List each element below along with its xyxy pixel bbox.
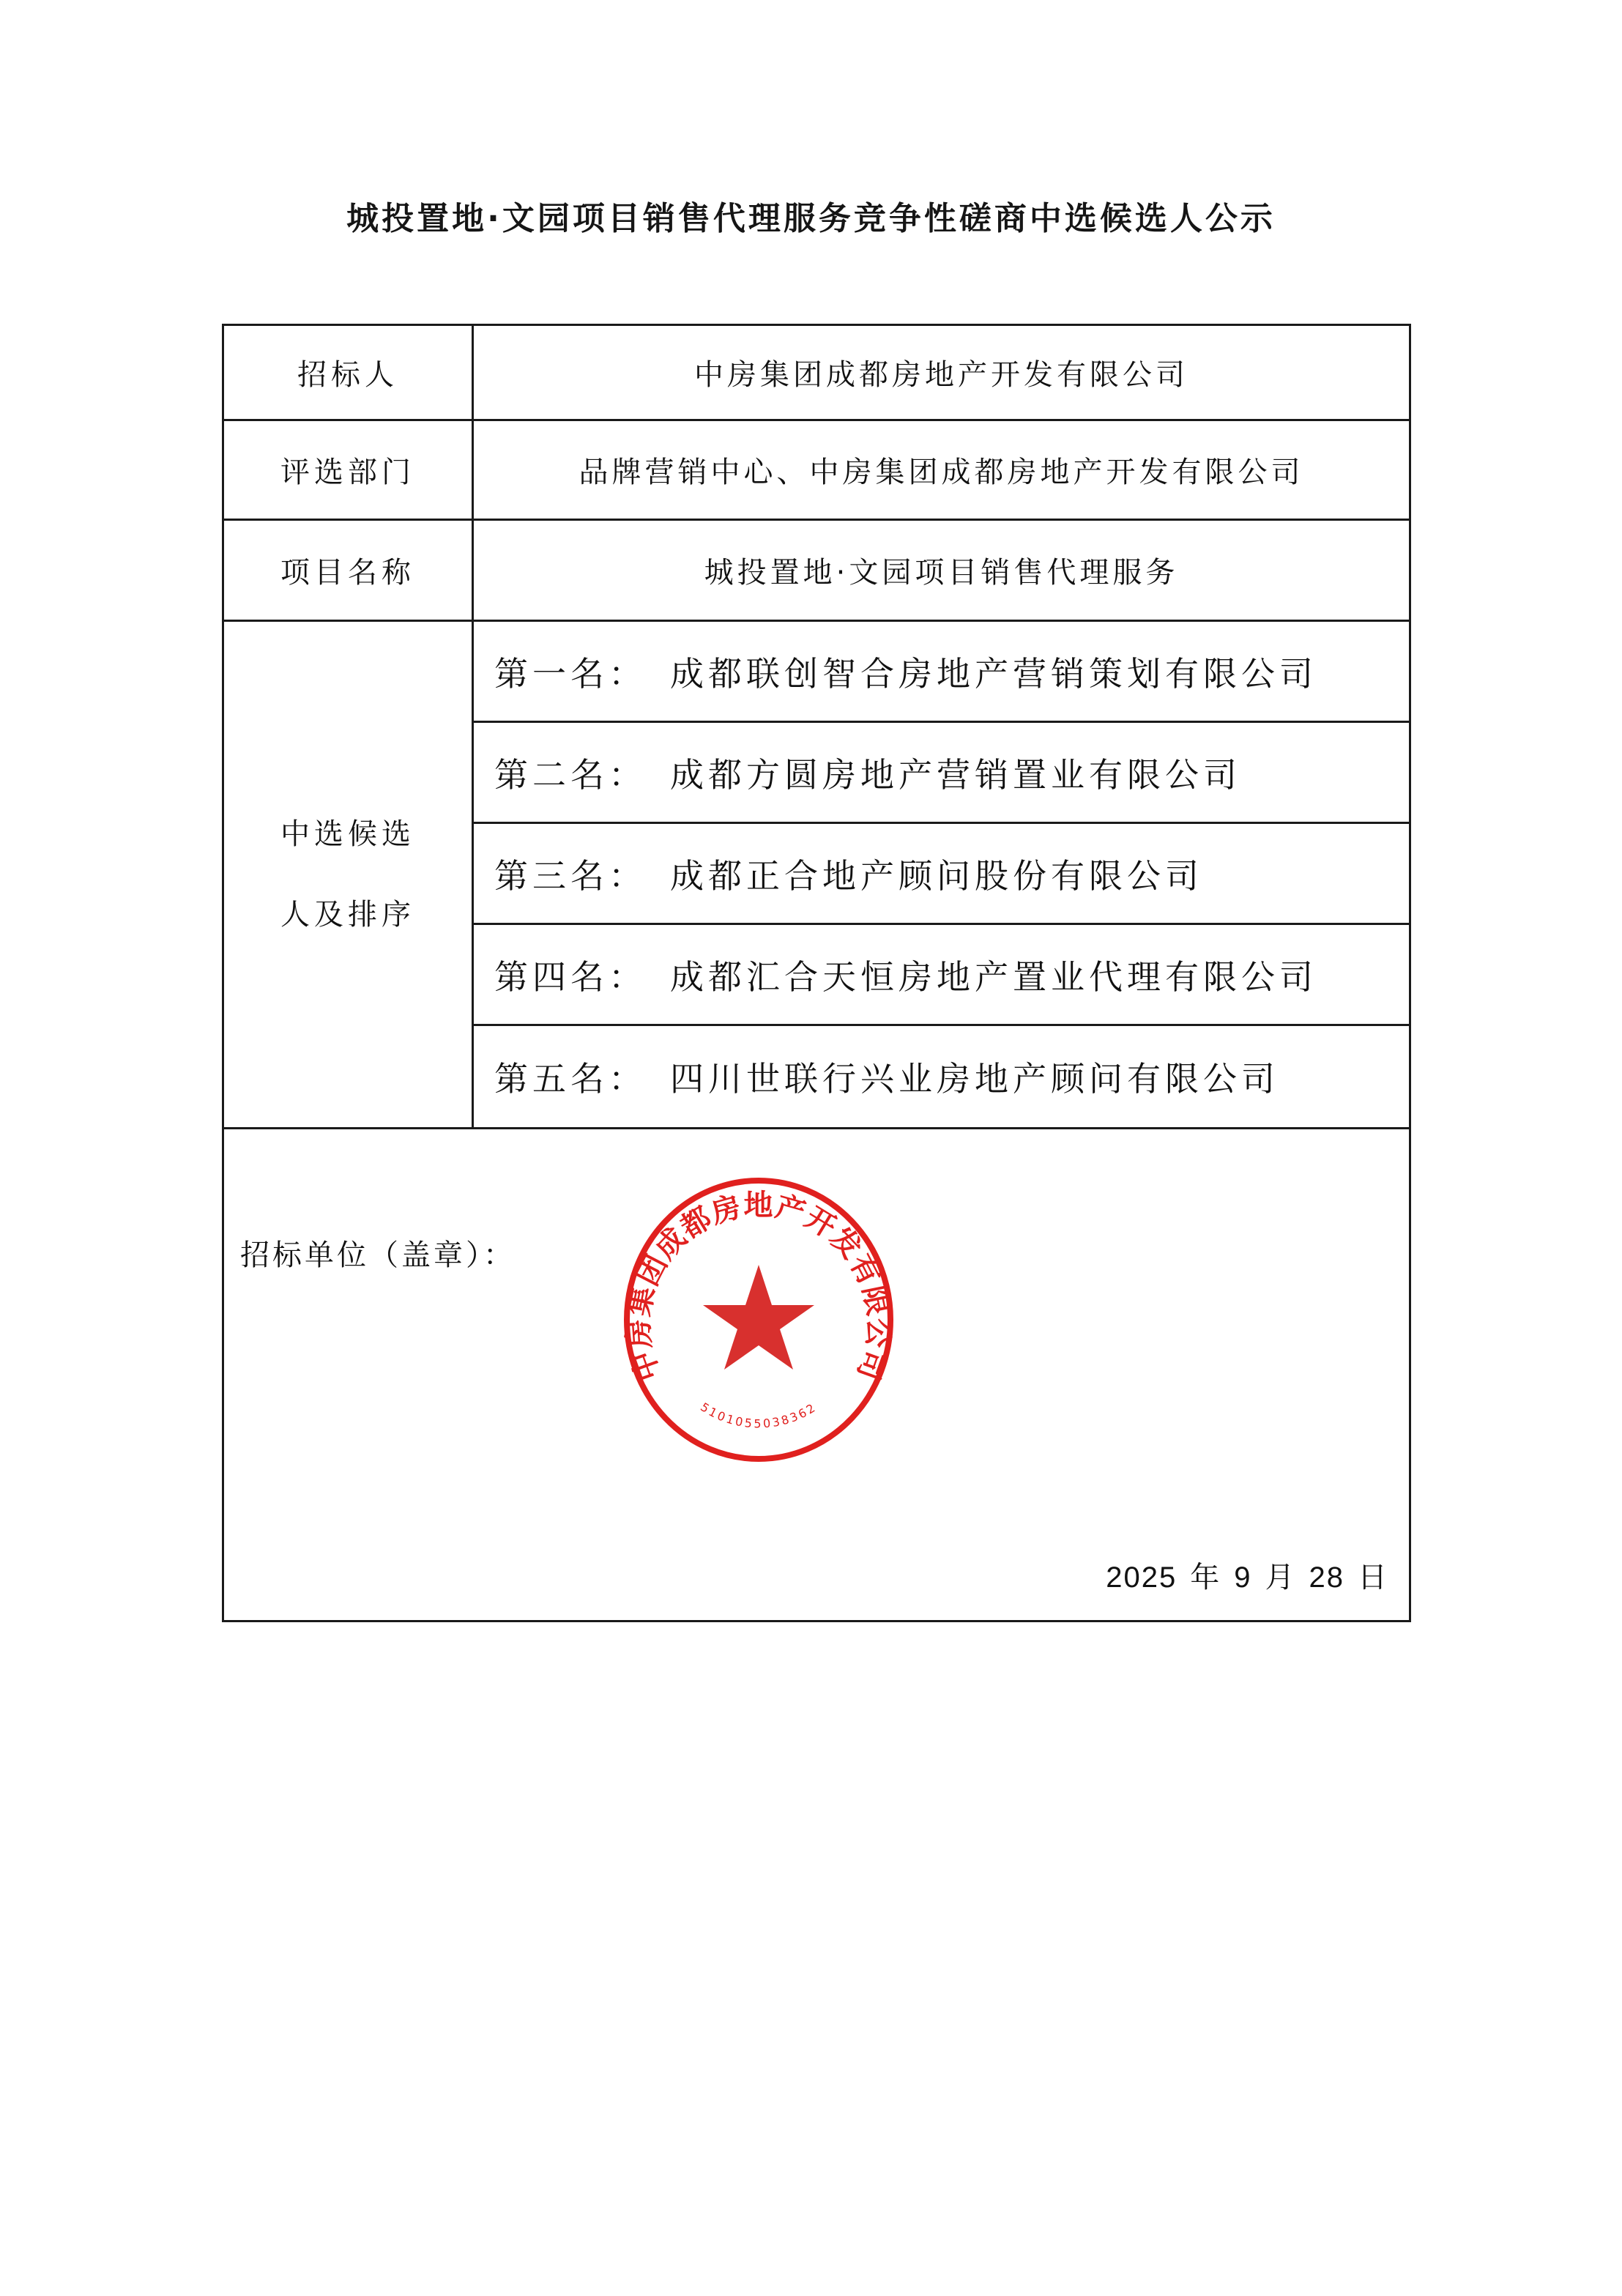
- candidate-row: [474, 925, 1409, 1026]
- candidate-rank: 第五名：: [494, 1059, 647, 1099]
- candidate-rank: 第三名：: [494, 855, 647, 896]
- row-value: 城投置地·文园项目销售代理服务: [704, 556, 1179, 590]
- company-seal: [612, 1173, 905, 1466]
- candidate-row: [474, 824, 1409, 925]
- candidate-row: [474, 723, 1409, 824]
- star-icon: [703, 1265, 814, 1370]
- row-label: 招标人: [224, 326, 474, 419]
- table-row-project-name: [224, 521, 1409, 622]
- candidate-name: 成都正合地产顾问股份有限公司: [670, 855, 1203, 896]
- seal-code: 5101055038362: [698, 1400, 819, 1431]
- seal-text: 中房集团成都房地产开发有限公司: [622, 1189, 896, 1386]
- candidate-rank: 第二名：: [494, 754, 647, 795]
- announcement-date: [1106, 1554, 1388, 1596]
- candidate-name: 成都联创智合房地产营销策划有限公司: [670, 653, 1317, 694]
- candidate-name: 四川世联行兴业房地产顾问有限公司: [670, 1059, 1279, 1099]
- svg-text:5101055038362: [698, 1400, 819, 1430]
- date-year: 2025: [1106, 1561, 1178, 1594]
- candidate-name: 成都方圆房地产营销置业有限公司: [670, 754, 1241, 795]
- date-day-unit: 日: [1358, 1561, 1388, 1594]
- table-row-tenderer: [224, 326, 1409, 421]
- announcement-table: [222, 324, 1411, 1622]
- candidate-rank: 第四名：: [494, 956, 647, 997]
- row-value: 中房集团成都房地产开发有限公司: [694, 358, 1188, 392]
- candidate-rank: 第一名：: [494, 653, 647, 694]
- candidate-name: 成都汇合天恒房地产置业代理有限公司: [670, 956, 1317, 997]
- candidates-section: [224, 622, 1409, 1129]
- page-title: 城投置地·文园项目销售代理服务竞争性磋商中选候选人公示: [346, 200, 1276, 237]
- candidate-row: [474, 1026, 1409, 1127]
- candidates-list: [474, 622, 1409, 1127]
- date-day: 28: [1309, 1561, 1344, 1594]
- row-label: 项目名称: [224, 521, 474, 620]
- date-year-unit: 年: [1190, 1561, 1221, 1594]
- signature-area: [224, 1129, 1409, 1620]
- candidates-label-line1: 中选候选: [280, 817, 415, 851]
- date-month-unit: 月: [1265, 1561, 1296, 1594]
- candidate-row: [474, 622, 1409, 723]
- date-month: 9: [1234, 1561, 1252, 1594]
- row-value: 品牌营销中心、中房集团成都房地产开发有限公司: [579, 456, 1304, 489]
- candidates-label: [224, 622, 474, 1127]
- row-label: 评选部门: [224, 421, 474, 519]
- candidates-label-line2: 人及排序: [280, 898, 415, 932]
- signature-label: 招标单位（盖章）：: [240, 1238, 516, 1272]
- table-row-evaluation-dept: [224, 421, 1409, 521]
